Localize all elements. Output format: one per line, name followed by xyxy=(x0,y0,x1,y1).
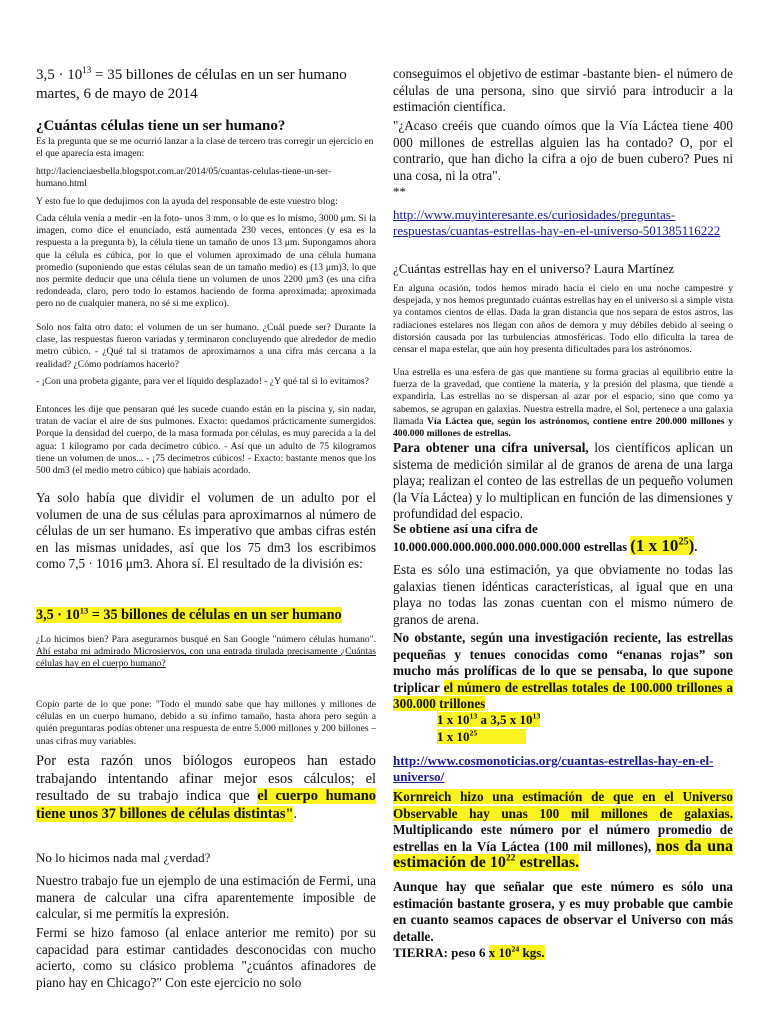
paragraph: Para obtener una cifra universal, los científicos aplican un sistema de medición similar al de granos de arena de una larga playa; realizan el conteo de las estrellas de un pequeño volumen (la Vía Láctea) y lo multiplican en función de las dimensiones y profundidad del espacio. xyxy=(393,440,733,522)
paragraph: Entonces les dije que pensaran qué les sucede cuando están en la piscina y, sin nadar, tratan de vaciar el aire de sus pulmones. Exacto: quedamos prácticamente sumergidos. Porque la densidad del cuerpo, de la masa formada por células, es muy parecida a la del agua: 1 kilogramo por cada decímetro cúbico. - Así que un adulto de 75 kilogramos tiene un volumen de unos... - ¡75 decímetros cúbicos! - Exacto: bastante menos que los 500 dm3 (el medio metro cúbico) que habíais acordado. xyxy=(36,404,376,477)
paragraph: Kornreich hizo una estimación de que en el Universo Observable hay unas 100 mil millones de galaxias. Multiplicando este número por el número promedio de estrellas en la Vía Láctea (100 mil millones), nos da una estimación de $10^{22}$ estrellas. xyxy=(393,789,733,872)
separator-stars: ** xyxy=(393,184,406,199)
article-subheading: ¿Cuántas estrellas hay en el universo? Laura Martínez xyxy=(393,261,675,276)
paragraph: Nuestro trabajo fue un ejemplo de una estimación de Fermi, una manera de calcular una cifra aparentemente imposible de calcular, si me permitís la expresión. xyxy=(36,873,376,922)
paragraph: En alguna ocasión, todos hemos mirado hacia el cielo en una noche campestre y despejada, y nos hemos preguntado cuántas estrellas hay en el universo si a simple vista ya contamos cientos de ellas. Dada la gran distancia que nos separa de estos astros, las radiaciones estelares nos llegan con años de demora y muy débiles debido al seeing o distorsión causada por las turbulencias atmosféricas. Todo ello dificulta la tarea de censar el mapa estelar, que aún hoy presenta dificultades para los astrónomos. xyxy=(393,283,733,356)
paragraph: Se obtiene así una cifra de xyxy=(393,521,538,536)
paragraph: Esta es sólo una estimación, ya que obviamente no todas las galaxias tienen idénticas características, al igual que en una playa no todas las zonas cuentan con el mismo número de granos de arena. xyxy=(393,562,733,627)
quote-paragraph: Copio parte de lo que pone: "Todo el mundo sabe que hay millones y millones de células en un cuerpo humano, debido a su ínfimo tamaño, hasta ahora pero según a quién preguntaras podías obtener una respuesta de entre 5.000 millones y 200 billones – unas cifras muy variables. xyxy=(36,699,376,747)
earth-weight: TIERRA: peso 6 x $10^{24}$ kgs. xyxy=(393,944,545,960)
paragraph: Ya solo había que dividir el volumen de un adulto por el volumen de una de sus células para aproximarnos al número de células de un ser humano. Es imperativo que ambas cifras estén en las mismas unidades, así que los 75 dm3 los escribimos como 7,5 · 1016 μm3. Ahora sí. El resultado de la división es: xyxy=(36,490,376,572)
multiplier-line: 1 x $10^{25}$ xyxy=(437,729,526,745)
article-heading: ¿Cuántas células tiene un ser humano? xyxy=(36,118,286,134)
post-title: $3,5 \cdot 10^{13} = 35$ billones de células en un ser humano xyxy=(36,65,347,83)
paragraph: No obstante, según una investigación reciente, las estrellas pequeñas y tenues conocidas como “enanas rojas” son mucho más prolíficas de lo que se pensaba, lo que supone triplicar el número de estrellas totales de 100.000 trillones a 300.000 trillones xyxy=(393,630,733,712)
source-url[interactable]: http://www.cosmonoticias.org/cuantas-estrellas-hay-en-el-universo/ xyxy=(393,753,714,785)
paragraph: Y esto fue lo que dedujimos con la ayuda del responsable de este vuestro blog: xyxy=(36,196,338,207)
paragraph: conseguimos el objetivo de estimar -bastante bien- el número de células de una persona, sino que sirvió para introducir a la estimación científica. xyxy=(393,66,733,115)
paragraph: Una estrella es una esfera de gas que mantiene su forma gracias al equilibrio entre la fuerza de la gravedad, que contiene la materia, y la presión del plasma, que tiende a expandirla. Las estrellas no se dispersan al azar por el espacio, sino que como ya sabemos, se agrupan en galaxias. Nuestra estrella madre, el Sol, pertenece a una galaxia llamada Vía Láctea que, según los astrónomos, contiene entre 200.000 millones y 400.000 millones de estrellas. xyxy=(393,367,734,440)
quote-paragraph: "¿Acaso creéis que cuando oímos que la Vía Láctea tiene 400 000 millones de estrellas alguien las ha contado? O, por el contrario, que han dicho la cifra a ojo de buen cubero? Pues ni una cosa, ni la otra". xyxy=(393,118,733,183)
paragraph: - ¡Con una probeta gigante, para ver el líquido desplazado! - ¿Y qué tal si lo evitamos? xyxy=(36,376,369,387)
microsiervos-link[interactable]: Ahí estaba mi admirado Microsiervos, con una entrada titulada precisamente ¿Cuántas células hay en el cuerpo humano? xyxy=(36,646,376,670)
paragraph: Fermi se hizo famoso (al enlace anterior me remito) por su capacidad para estimar cantidades desconocidas con mucho acierto, como su clásico problema "¿cuántos afinadores de piano hay en Chicago?" Con este ejercicio no solo xyxy=(36,925,376,990)
paragraph: Aunque hay que señalar que este número es sólo una estimación bastante grosera, y es muy probable que cambie en cuanto seamos capaces de observar el Universo con más detalle. xyxy=(393,879,733,944)
source-url[interactable]: http://www.muyinteresante.es/curiosidades/preguntas-respuestas/cuantas-estrellas-hay-en-el-universo-501385116222 xyxy=(393,207,721,239)
paragraph: Cada célula venía a medir -en la foto- unos 3 mm, o lo que es lo mismo, 3000 μm. Si la imagen, como dice el enunciado, está aumentada 230 veces, entonces (y esa es la respuesta a la pregunta b), la célula tiene un tamaño de unos 13 μm. Supongamos ahora que la célula es cúbica, por lo que el volumen aproximado de una célula humana promedio (suponiendo que estas células sean de un tamaño medio) es (13 μm)3, lo que nos permite deducir que una célula tiene un volumen de unos 2200 μm3 (es una cifra redondeada, claro, pero todo lo estamos haciendo de forma aproximada; aproximada pero no de cualquier manera, no sé si me explico). xyxy=(36,213,376,310)
paragraph: Por esta razón unos biólogos europeos han estado trabajando intentando afinar mejor esos cálculos; el resultado de su trabajo indica que el cuerpo humano tiene unos 37 billones de células distintas". xyxy=(36,753,377,822)
star-count: 10.000.000.000.000.000.000.000.000 estrellas (1 x $10^{25}$). xyxy=(393,536,698,555)
source-url[interactable]: http://lacienciaesbella.blogspot.com.ar/2014/05/cuantas-celulas-tiene-un-ser-humano.html xyxy=(36,166,332,190)
multiplier-line: 1 x $10^{13}$ a 3,5 x $10^{13}$ xyxy=(437,711,541,727)
result-highlight: $3,5 \cdot 10^{13} = 35$ billones de células en un ser humano xyxy=(36,605,342,623)
paragraph: Solo nos falta otro dato: el volumen de un ser humano. ¿Cuál puede ser? Durante la clase, las respuestas fueron variadas y terminaron concluyendo que alrededor de medio metro cúbico. - ¿Qué tal si tratamos de aproximarnos a una cifra más cercana a la realidad? ¿Cómo podríamos hacerlo? xyxy=(36,322,376,370)
intro-paragraph: Es la pregunta que se me ocurrió lanzar a la clase de tercero tras corregir un ejercicio en el que aparecía esta imagen: xyxy=(36,136,374,160)
paragraph: No lo hicimos nada mal ¿verdad? xyxy=(36,850,211,865)
paragraph: ¿Lo hicimos bien? Para asegurarnos busqué en San Google "número células humano". Ahí estaba mi admirado Microsiervos, con una entrada titulada precisamente ¿Cuántas células hay en el cuerpo humano? xyxy=(36,634,376,670)
post-date: martes, 6 de mayo de 2014 xyxy=(36,86,198,102)
